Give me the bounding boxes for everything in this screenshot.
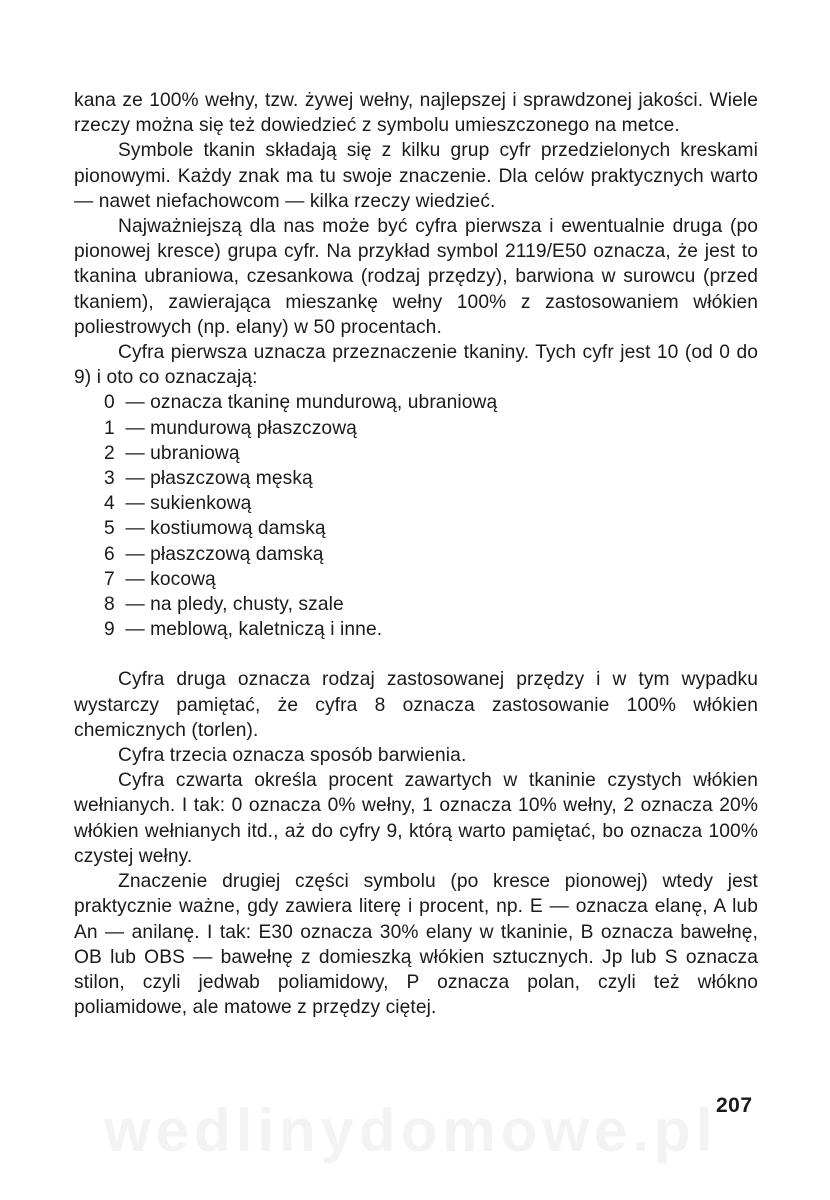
- list-item: [74, 441, 758, 466]
- list-item-number: 2: [104, 442, 115, 464]
- list-item-text: — kostiumową damską: [125, 518, 326, 540]
- paragraph: Cyfra druga oznacza rodzaj zastosowanej przędzy i w tym wypadku wystarczy pamiętać, że cyfra 8 oznacza zastosowanie 100% włókien chemicznych (torlen).: [74, 669, 758, 741]
- list-item: [74, 491, 758, 516]
- list-item: [74, 592, 758, 617]
- list-item: [74, 466, 758, 491]
- list-item: [74, 617, 758, 642]
- list-item-number: 6: [104, 543, 115, 565]
- list-item-number: 3: [104, 468, 115, 490]
- list-item: [74, 416, 758, 441]
- list-item-text: — sukienkową: [125, 493, 252, 515]
- list-item-number: 1: [104, 417, 115, 439]
- watermark-text: wedlinydomowe.pl: [104, 1097, 718, 1164]
- paragraph-gap: [74, 642, 758, 667]
- list-item-text: — płaszczową męską: [125, 468, 313, 490]
- list-item-text: — meblową, kaletniczą i inne.: [125, 619, 383, 641]
- list-item-number: 8: [104, 594, 115, 616]
- list-item-number: 4: [104, 493, 115, 515]
- list-item: [74, 390, 758, 415]
- paragraph: Cyfra czwarta określa procent zawartych w tkaninie czystych włókien wełnianych. I tak: 0 oznacza 0% wełny, 1 oznacza 10% wełny, 2 oznacza 20% włókien wełnianych itd., aż do cyfry 9, którą warto pamiętać, bo oznacza 100% czystej wełny.: [74, 770, 758, 867]
- list-item: [74, 516, 758, 541]
- list-item-text: — płaszczową damską: [125, 543, 324, 565]
- list-item-text: — oznacza tkaninę mundurową, ubraniową: [125, 392, 498, 414]
- list-item-text: — kocową: [125, 568, 216, 590]
- page-number: 207: [716, 1094, 753, 1117]
- paragraph: Cyfra trzecia oznacza sposób barwienia.: [118, 745, 467, 767]
- list-item-number: 5: [104, 518, 115, 540]
- list-item-text: — na pledy, chusty, szale: [125, 594, 344, 616]
- list-item-text: — ubraniową: [125, 442, 240, 464]
- paragraph: kana ze 100% wełny, tzw. żywej wełny, najlepszej i sprawdzonej jakości. Wiele rzeczy można się też dowiedzieć z symbolu umieszczonego na metce.: [74, 90, 758, 137]
- body-text: [74, 88, 758, 1020]
- paragraph: Znaczenie drugiej części symbolu (po kresce pionowej) wtedy jest praktycznie ważne, gdy zawiera literę i procent, np. E — oznacza elanę, A lub An — anilanę. I tak: E30 oznacza 30% elany w tkaninie, B oznacza bawełnę, OB lub OBS — bawełnę z domieszką włókien sztucznych. Jp lub S oznacza stilon, czyli jedwab poliamidowy, P oznacza polan, czyli też włókno poliamidowe, ale matowe z przędzy ciętej.: [74, 871, 758, 1019]
- paragraph: Cyfra pierwsza uznacza przeznaczenie tkaniny. Tych cyfr jest 10 (od 0 do 9) i oto co oznaczają:: [74, 342, 758, 389]
- paragraph: Symbole tkanin składają się z kilku grup cyfr przedzielonych kreskami pionowymi. Każdy znak ma tu swoje znaczenie. Dla celów praktycznych warto — nawet niefachowcom — kilka rzeczy wiedzieć.: [74, 140, 758, 212]
- paragraph: Najważniejszą dla nas może być cyfra pierwsza i ewentualnie druga (po pionowej kresce) grupa cyfr. Na przykład symbol 2119/E50 oznacza, że jest to tkanina ubraniowa, czesankowa (rodzaj przędzy), barwiona w surowcu (przed tkaniem), zawierająca mieszankę wełny 100% z zastosowaniem włókien poliestrowych (np. elany) w 50 procentach.: [74, 216, 758, 338]
- list-item-number: 7: [104, 568, 115, 590]
- list-item: [74, 542, 758, 567]
- list-item-number: 9: [104, 619, 115, 641]
- list-item: [74, 567, 758, 592]
- digit-meaning-list: [74, 390, 758, 642]
- list-item-text: — mundurową płaszczową: [125, 417, 357, 439]
- list-item-number: 0: [104, 392, 115, 414]
